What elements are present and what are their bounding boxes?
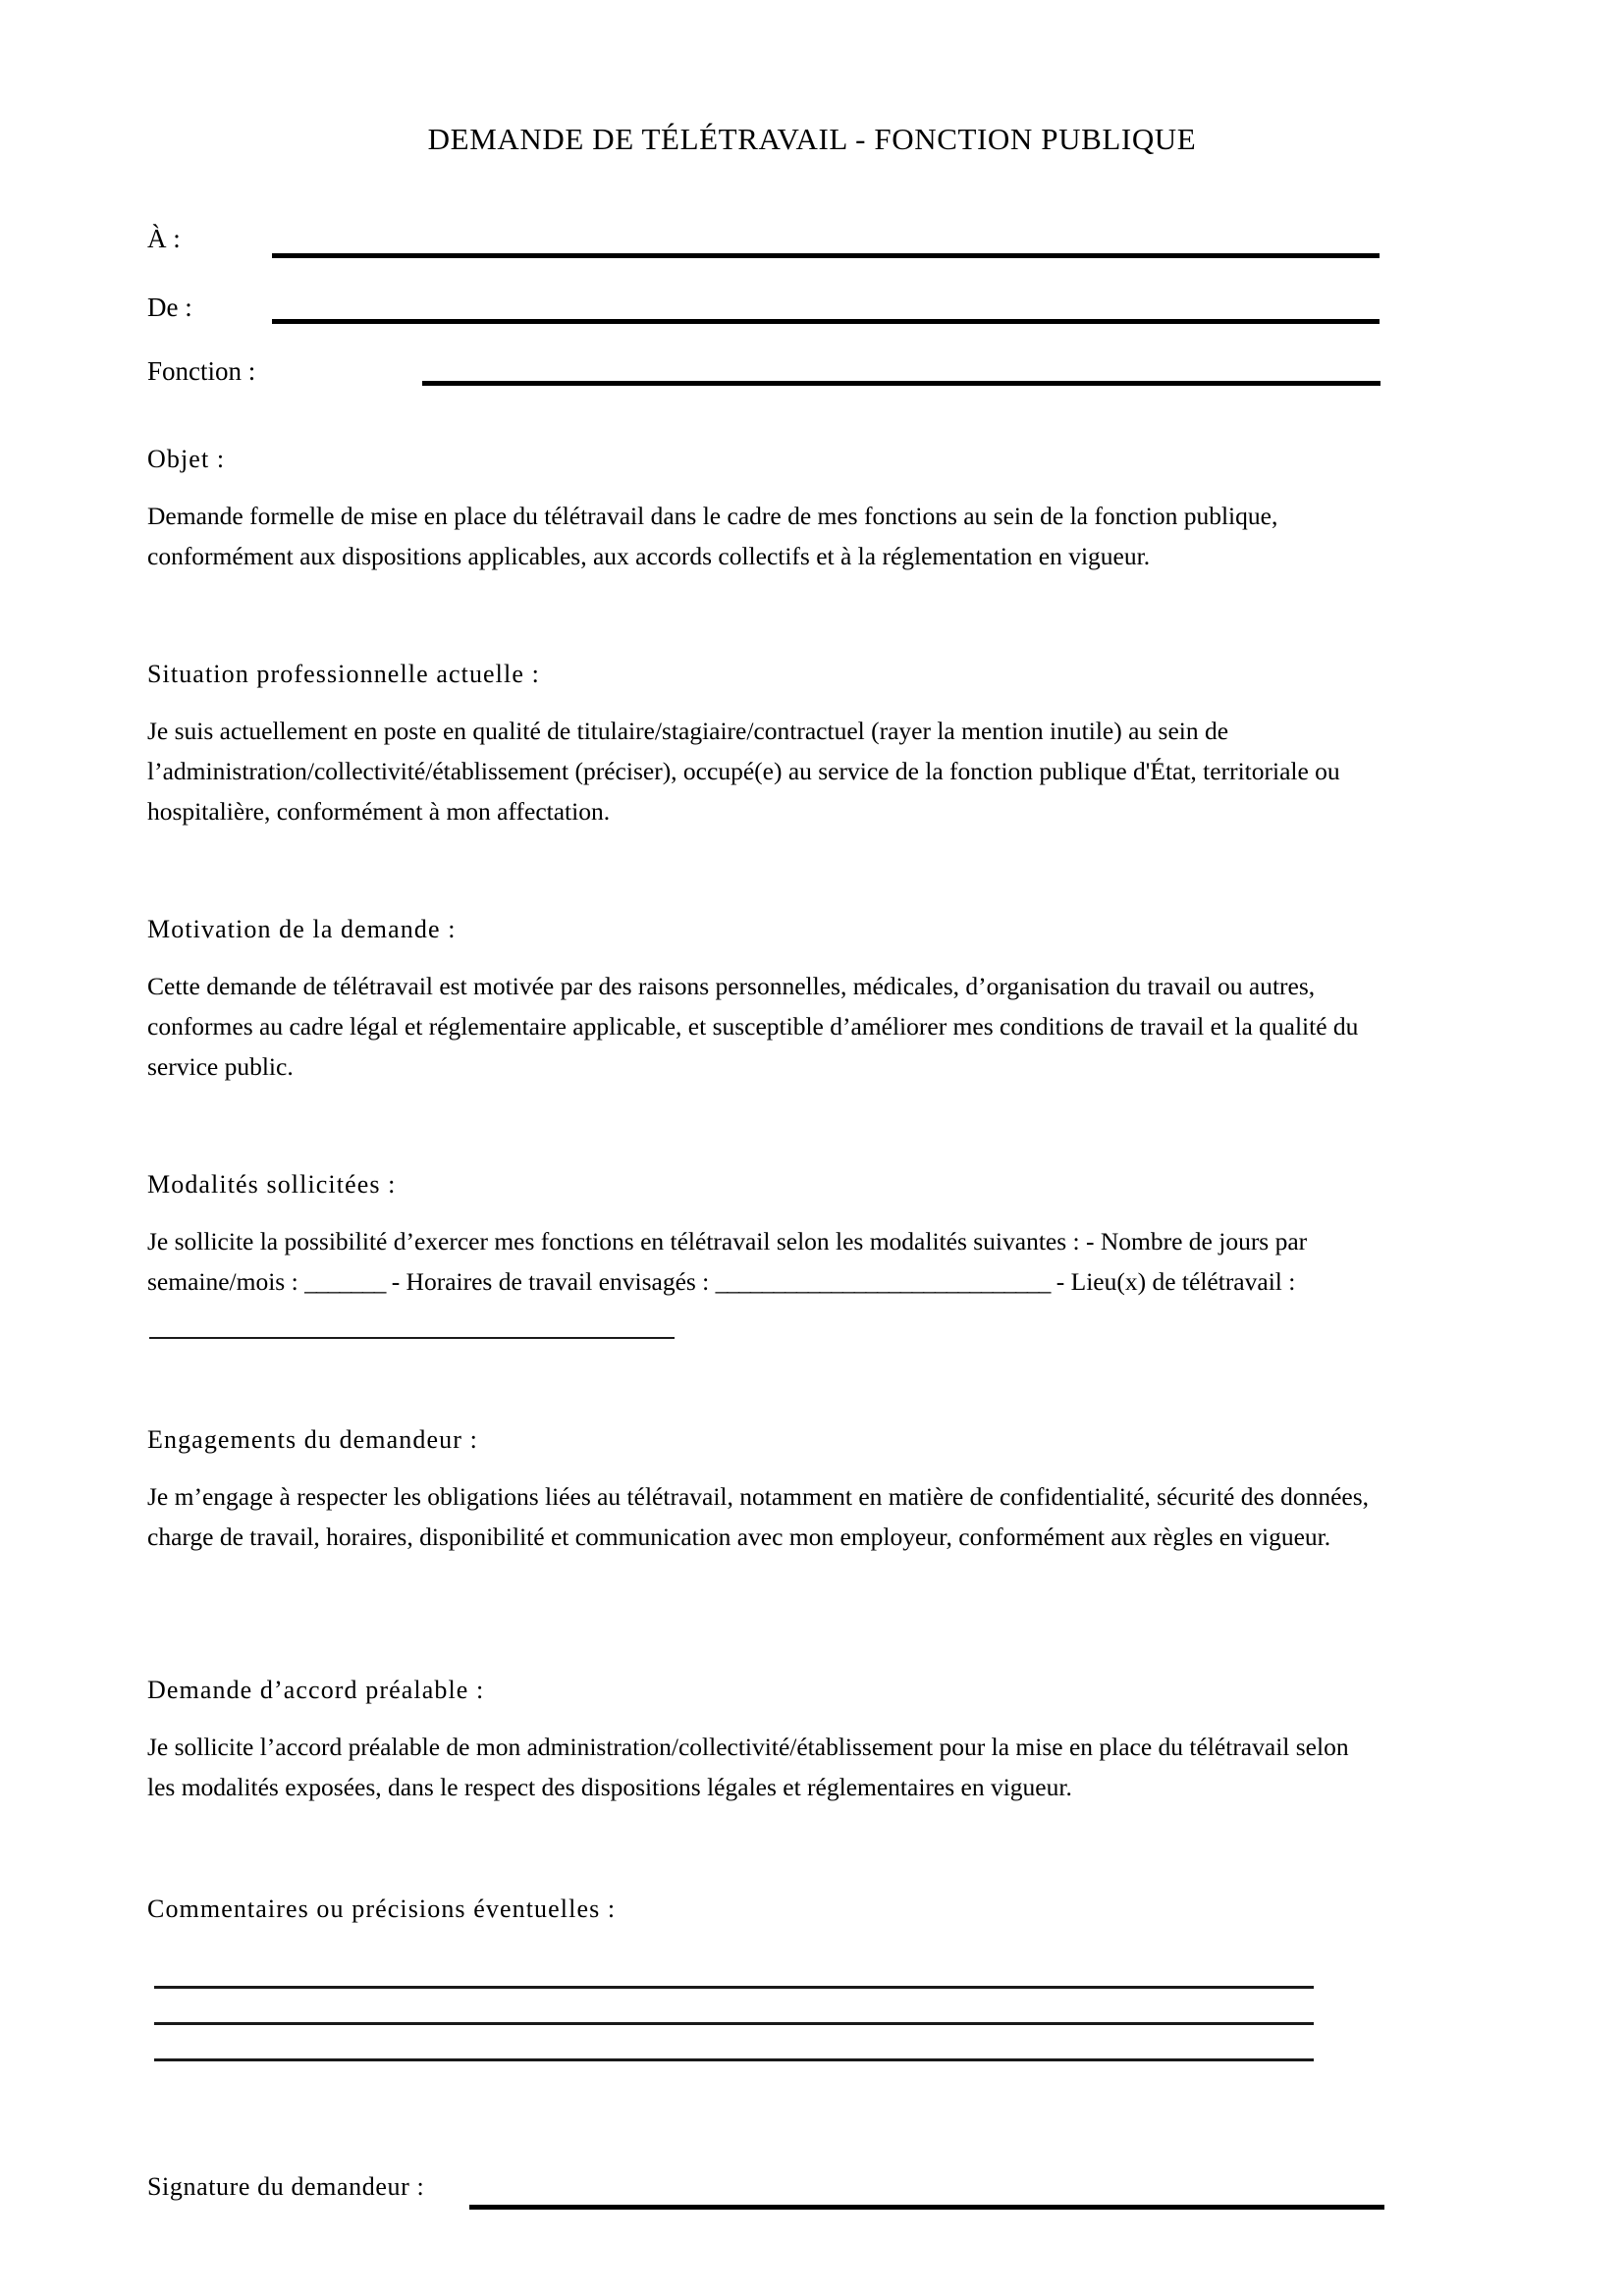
section-situation	[147, 660, 1378, 831]
section-body-objet: Demande formelle de mise en place du télétravail dans le cadre de mes fonctions au sein de la fonction publique, conformément aux dispositions applicables, aux accords collectifs et à la réglementation en vigueur.	[147, 502, 1278, 570]
page-title: DEMANDE DE TÉLÉTRAVAIL - FONCTION PUBLIQUE	[427, 122, 1197, 156]
section-comments	[147, 1895, 1378, 1924]
comment-write-line-1[interactable]	[154, 1986, 1314, 1989]
section-motivation	[147, 915, 1378, 1087]
signature-label: Signature du demandeur :	[147, 2172, 425, 2201]
section-objet	[147, 445, 1378, 576]
modalites-text-part-3: - Lieu(x) de télétravail :	[1050, 1267, 1296, 1296]
field-label-from: De :	[147, 293, 192, 322]
modalites-text-part-2: - Horaires de travail envisagés :	[385, 1267, 716, 1296]
comment-write-line-3[interactable]	[154, 2058, 1314, 2061]
section-heading-objet: Objet :	[147, 445, 226, 473]
section-heading-situation: Situation professionnelle actuelle :	[147, 660, 540, 688]
comment-write-line-2[interactable]	[154, 2022, 1314, 2025]
section-heading-modalites: Modalités sollicitées :	[147, 1170, 397, 1199]
section-heading-engagements: Engagements du demandeur :	[147, 1425, 478, 1454]
field-label-role: Fonction :	[147, 356, 256, 386]
field-rule-role[interactable]	[422, 381, 1380, 386]
section-body-engagements: Je m’engage à respecter les obligations liées au télétravail, notamment en matière de confidentialité, sécurité des données, charge de travail, horaires, disponibilité et communication avec mon employeur, conformément aux règles en vigueur.	[147, 1482, 1370, 1551]
section-body-accord-prealable: Je sollicite l’accord préalable de mon administration/collectivité/établissement pour la mise en place du télétravail selon les modalités exposées, dans le respect des dispositions légales et réglementaires en vigueur.	[147, 1733, 1349, 1801]
section-heading-accord-prealable: Demande d’accord préalable :	[147, 1676, 485, 1704]
section-body-motivation: Cette demande de télétravail est motivée par des raisons personnelles, médicales, d’organisation du travail ou autres, conformes au cadre légal et réglementaire applicable, et susceptible d’améliorer mes conditions de travail et la qualité du service public.	[147, 972, 1359, 1081]
section-body-situation: Je suis actuellement en poste en qualité de titulaire/stagiaire/contractuel (rayer la mention inutile) au sein de l’administration/collectivité/établissement (préciser), occupé(e) au service de la fonction publique d'État, territoriale ou hospitalière, conformément à mon affectation.	[147, 717, 1340, 826]
section-accord-prealable	[147, 1676, 1378, 1807]
section-body-modalites	[147, 1221, 1378, 1302]
section-engagements	[147, 1425, 1378, 1557]
modalites-text-part-1: Je sollicite la possibilité d’exercer mes fonctions en télétravail selon les modalités suivantes : - Nombre de jours par semaine/mois :	[147, 1227, 1308, 1296]
field-rule-to[interactable]	[272, 253, 1380, 258]
section-modalites	[147, 1170, 1378, 1302]
modalites-blank-hours[interactable]: _____________________________	[715, 1267, 1051, 1296]
field-rule-from[interactable]	[272, 319, 1380, 324]
signature-rule[interactable]	[469, 2205, 1384, 2210]
section-heading-comments: Commentaires ou précisions éventuelles :	[147, 1895, 617, 1923]
modalites-blank-days[interactable]: _______	[304, 1267, 386, 1296]
section-heading-motivation: Motivation de la demande :	[147, 915, 457, 943]
modalites-blank-location[interactable]	[149, 1337, 675, 1339]
field-label-to: À :	[147, 224, 181, 253]
